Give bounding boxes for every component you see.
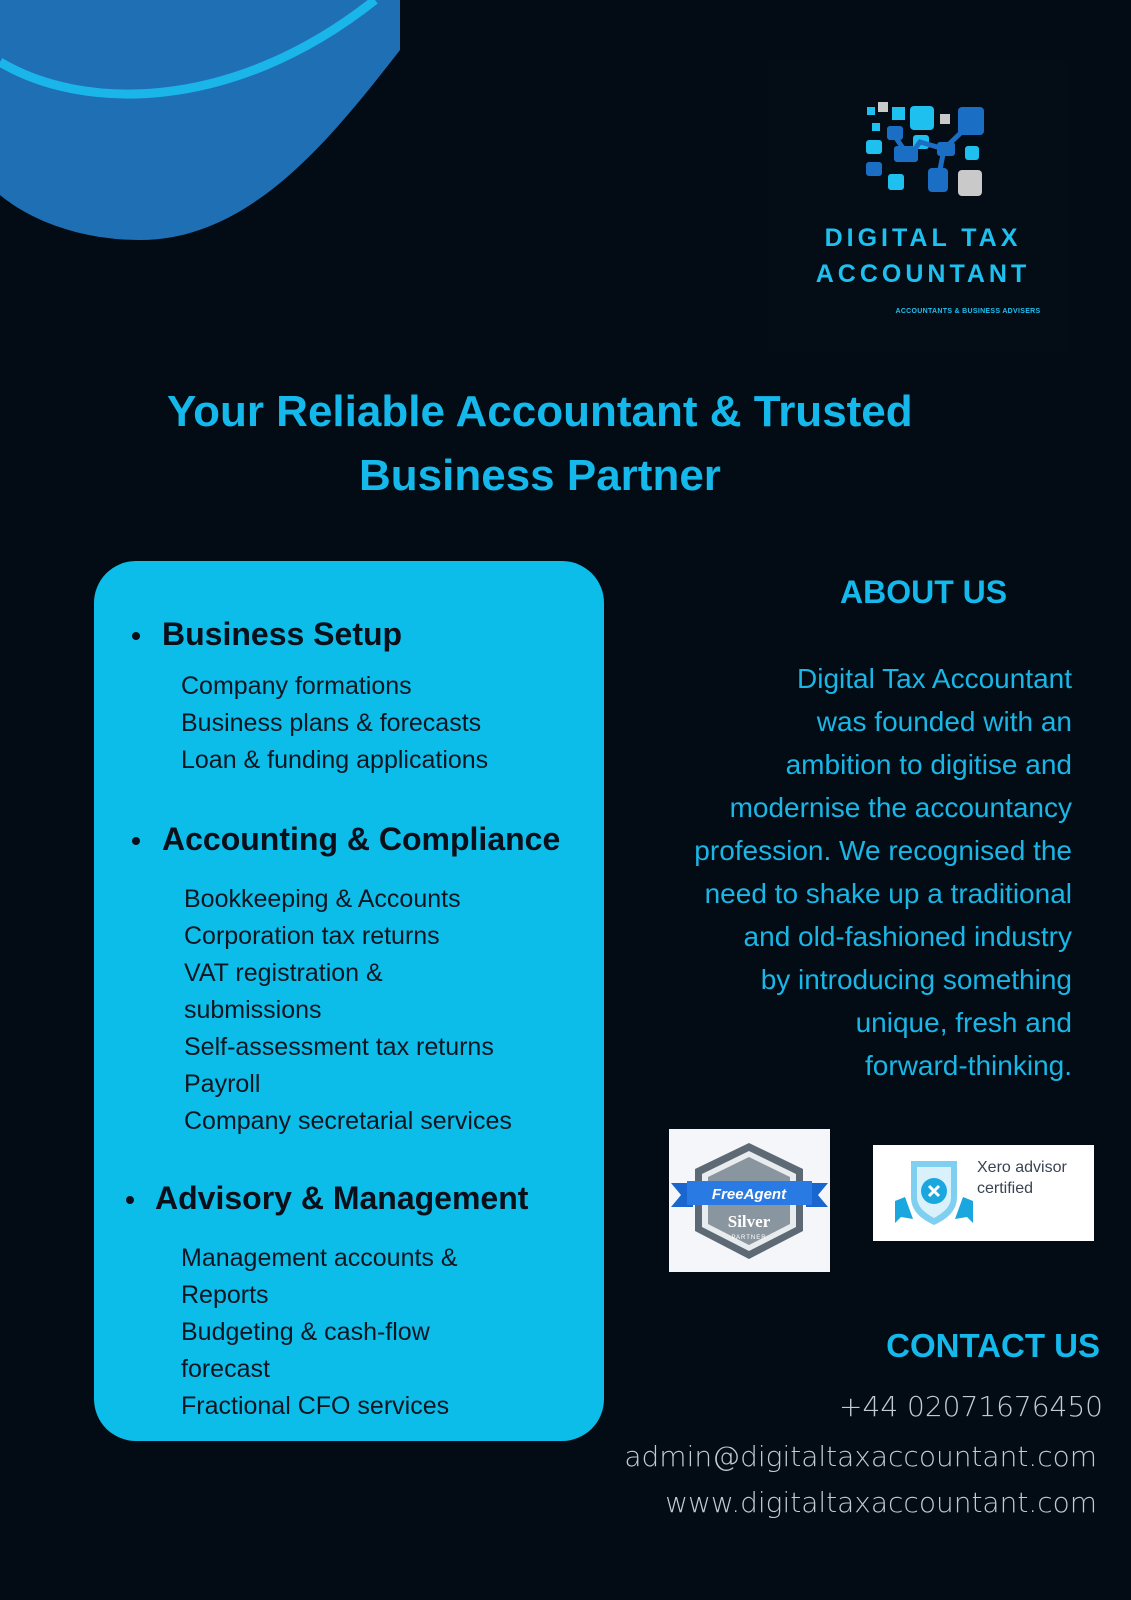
service-item: Budgeting & cash-flow [181, 1318, 430, 1346]
service-section-title: Accounting & Compliance [94, 819, 604, 859]
contact-website[interactable]: www.digitaltaxaccountant.com [665, 1486, 1097, 1519]
freeagent-level-text: Silver [727, 1212, 771, 1231]
headline-line1: Your Reliable Accountant & Trusted [167, 387, 913, 436]
xero-badge-text [977, 1157, 1087, 1199]
service-item: Loan & funding applications [181, 746, 489, 774]
freeagent-silver-partner-badge [669, 1129, 830, 1272]
contact-us-heading: CONTACT US [886, 1327, 1100, 1364]
about-line: need to shake up a traditional [704, 878, 1072, 909]
service-item: Fractional CFO services [181, 1392, 450, 1420]
about-line: was founded with an [816, 706, 1072, 737]
about-line: unique, fresh and [855, 1007, 1072, 1038]
service-item: Business plans & forecasts [181, 709, 482, 737]
about-line: and old-fashioned industry [743, 921, 1072, 952]
service-section-title: Business Setup [94, 614, 604, 654]
service-item: Payroll [184, 1070, 261, 1098]
service-item: forecast [181, 1355, 270, 1383]
freeagent-badge-icon [669, 1129, 830, 1272]
about-line: Digital Tax Accountant [797, 663, 1072, 694]
about-line: forward-thinking. [865, 1050, 1072, 1081]
logo-name-line1: DIGITAL TAX [824, 224, 1022, 252]
about-line: ambition to digitise and [785, 749, 1072, 780]
logo-mark-icon [854, 102, 994, 212]
logo-name-line2: ACCOUNTANT [815, 260, 1031, 288]
service-section-business-setup [94, 614, 604, 779]
service-item: submissions [184, 996, 322, 1024]
service-section-advisory-management [94, 1178, 604, 1425]
decorative-leaf-shape [0, 0, 420, 260]
service-item: Management accounts & [181, 1244, 458, 1272]
service-item: Company formations [181, 672, 412, 700]
about-us-text [640, 657, 1072, 1087]
freeagent-brand-text: FreeAgent [711, 1186, 787, 1203]
service-section-accounting-compliance [94, 819, 604, 1140]
about-us-heading: ABOUT US [840, 574, 1008, 610]
about-line: modernise the accountancy [729, 792, 1072, 823]
logo-tagline: ACCOUNTANTS & BUSINESS ADVISERS [895, 308, 1041, 315]
service-item: Reports [181, 1281, 269, 1309]
service-item: Company secretarial services [184, 1107, 512, 1135]
xero-badge-icon [891, 1157, 977, 1229]
headline-line2: Business Partner [359, 451, 721, 500]
freeagent-sub-text: PARTNER [731, 1235, 767, 1241]
service-item: Self-assessment tax returns [184, 1033, 494, 1061]
service-section-title: Advisory & Management [94, 1178, 604, 1218]
service-item: Corporation tax returns [184, 922, 440, 950]
about-line: profession. We recognised the [694, 835, 1072, 866]
xero-badge-line1: Xero advisor [977, 1159, 1067, 1176]
contact-email[interactable]: admin@digitaltaxaccountant.com [624, 1440, 1097, 1473]
xero-badge-line2: certified [977, 1180, 1034, 1197]
company-logo [768, 62, 1068, 352]
page-headline [100, 380, 990, 508]
contact-phone[interactable]: +44 02071676450 [839, 1390, 1103, 1423]
xero-advisor-certified-badge [873, 1145, 1094, 1241]
service-item: VAT registration & [184, 959, 383, 987]
about-line: by introducing something [760, 964, 1072, 995]
service-item: Bookkeeping & Accounts [184, 885, 461, 913]
